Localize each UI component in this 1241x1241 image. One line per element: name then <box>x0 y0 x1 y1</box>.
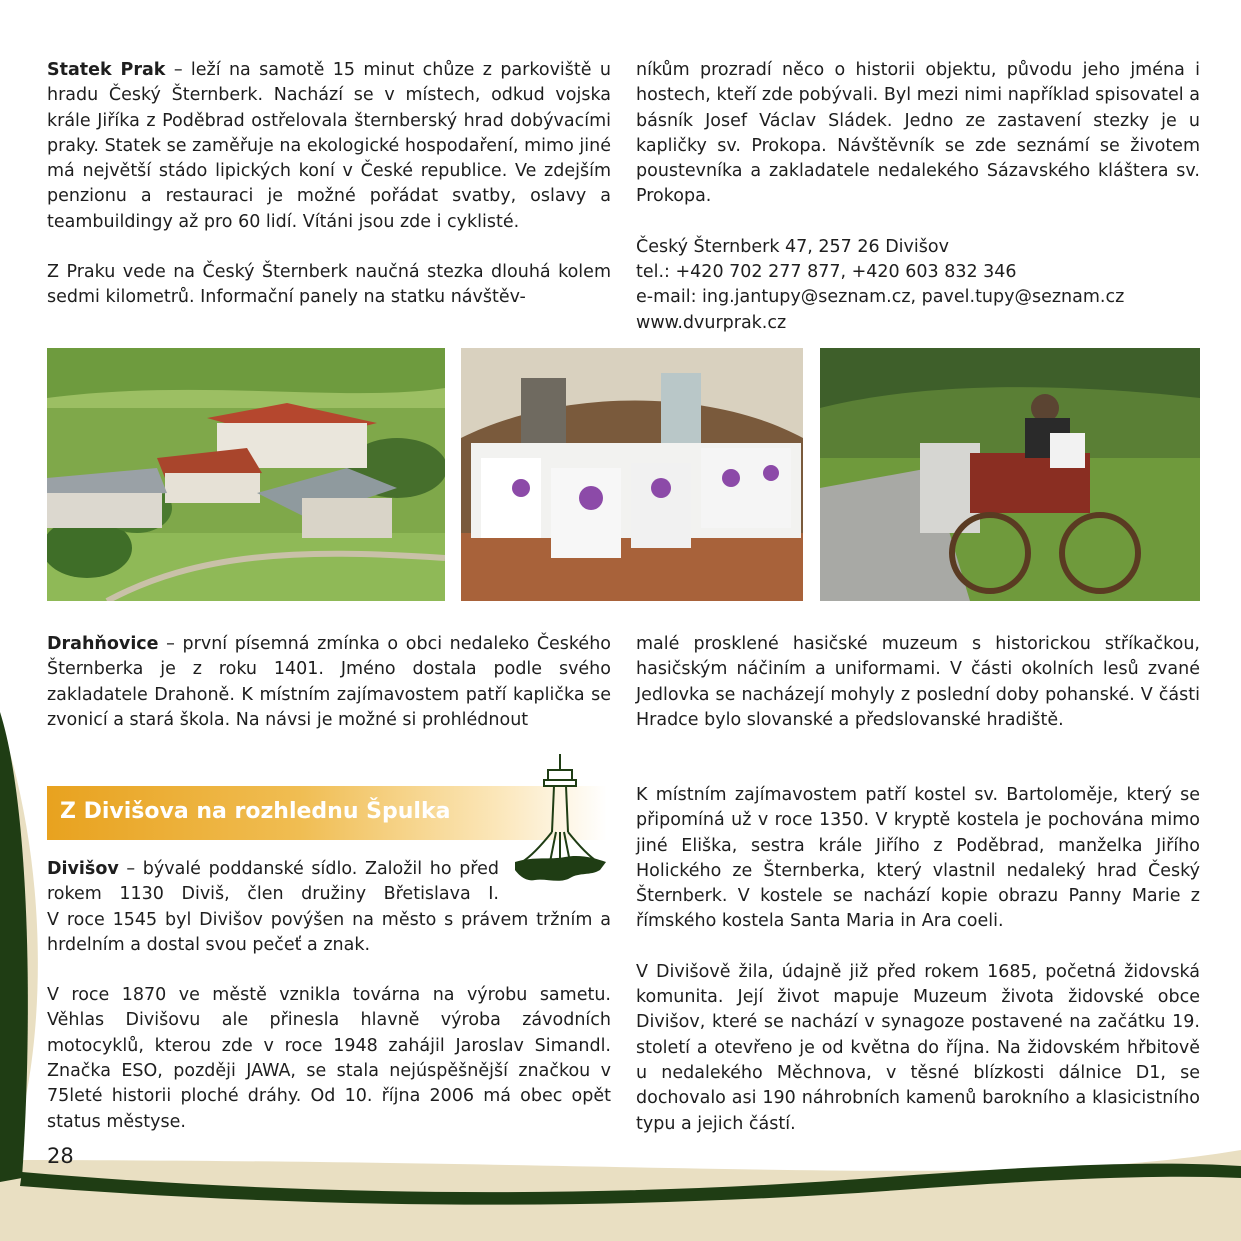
page-number: 28 <box>47 1144 74 1168</box>
divisov-name: Divišov <box>47 859 119 879</box>
divisov-intro-paragraph <box>47 857 611 958</box>
contact-email[interactable]: e-mail: ing.jantupy@seznam.cz, pavel.tupy@seznam.cz <box>636 287 1125 308</box>
statek-prak-text: – leží na samotě 15 minut chůze z parkoviště u hradu Český Šternberk. Nachází se v místech, odkud vojska krále Jiříka z Poděbrad ostřelovala šternberský hrad dobývacími praky. Statek se zaměřuje na ekologické hospodaření, mimo jiné má největší stádo lipických koní v České republice. Ve zdejším penzionu a restauraci je možné pořádat svatby, oslavy a teambuildingy až pro 60 lidí. Vítáni jsou zde i cyklisté. <box>47 60 611 232</box>
drahnovice-continuation-column <box>636 632 1200 733</box>
divisov-sights-column <box>636 783 1200 1137</box>
statek-prak-continuation-column <box>636 58 1200 336</box>
contact-address: Český Šternberk 47, 257 26 Divišov <box>636 236 949 257</box>
drahnovice-text-left: – první písemná zmínka o obci nedaleko Českého Šternberka je z roku 1401. Jméno dostala podle svého zakladatele Drahoně. K místním zajímavostem patří kaplička se zvonicí a stará škola. Na návsi je možné si prohlédnout <box>47 634 611 730</box>
nature-trail-paragraph: Z Praku vede na Český Šternberk naučná stezka dlouhá kolem sedmi kilometrů. Informační panely na statku návštěv- <box>47 262 611 308</box>
drahnovice-paragraph <box>47 632 611 733</box>
divisov-industry-paragraph: V roce 1870 ve městě vznikla továrna na výrobu sametu. Věhlas Divišovu ale přinesla hlavně výroba závodních motocyklů, kterou zde v roce 1948 zahájil Jaroslav Simandl. Značka ESO, později JAWA, se stala nejúspěšnější značkou v 75leté historii ploché dráhy. Od 10. října 2006 má obec opět status městyse. <box>47 985 611 1132</box>
drahnovice-continuation: malé prosklené hasičské muzeum s historickou stříkačkou, hasičským náčiním a uniformami. V části okolních lesů zvané Jedlovka se nacházejí mohyly z poslední doby pohanské. V části Hradce bylo slovanské a předslovanské hradiště. <box>636 634 1200 730</box>
section-title: Z Divišova na rozhlednu Špulka <box>60 799 451 824</box>
border-green-left <box>0 712 28 1182</box>
banquet-hall-photo <box>461 348 803 601</box>
statek-prak-column <box>47 58 611 311</box>
church-paragraph: K místním zajímavostem patří kostel sv. Bartoloměje, který se připomíná už v roce 1350. V kryptě kostela je pochována mimo jiné Eliška, sestra krále Jiřího z Poděbrad, manželka Jiřího Holického ze Šternberka, který vlastnil nedaleký hrad Český Šternberk. V kostele se nachází kopie obrazu Panny Marie z římského kostela Santa Maria in Ara coeli. <box>636 785 1200 932</box>
statek-prak-continuation: níkům prozradí něco o historii objektu, původu jeho jména i hostech, kteří zde pobývali. Byl mezi nimi například spisovatel a básník Josef Václav Sládek. Jedno ze zastavení stezky je u kapličky sv. Prokopa. Návštěvník se zde seznámí se životem poustevníka a zakladatele nedalekého Sázavského kláštera sv. Prokopa. <box>636 60 1200 207</box>
drahnovice-name: Drahňovice <box>47 634 159 654</box>
wedding-carriage-photo <box>820 348 1200 601</box>
contact-phone: tel.: +420 702 277 877, +420 603 832 346 <box>636 262 1017 283</box>
jewish-community-paragraph: V Divišově žila, údajně již před rokem 1685, početná židovská komunita. Její život mapuje Muzeum života židovské obce Divišov, které se nachází v synagoze postavené na začátku 19. století a otevřeno je od května do října. Na židovském hřbitově u nedalekého Měchnova, v těsné blízkosti dálnice D1, se dochovalo asi 190 náhrobních kamenů barokního a klasicistního typu a jejich částí. <box>636 961 1200 1134</box>
drahnovice-column <box>47 632 611 733</box>
contact-website[interactable]: www.dvurprak.cz <box>636 312 787 333</box>
contact-block <box>636 235 1200 336</box>
divisov-founding-text: – bývalé poddanské sídlo. Založil ho před rokem 1130 Diviš, člen družiny Břetislava I. <box>47 859 499 905</box>
statek-prak-paragraph <box>47 58 611 235</box>
statek-prak-name: Statek Prak <box>47 60 166 80</box>
farm-aerial-photo <box>47 348 445 601</box>
divisov-column <box>47 857 611 1135</box>
divisov-town-rights-text: V roce 1545 byl Divišov povýšen na město s právem tržním a hrdelním a dostal svou pečeť a znak. <box>47 909 611 955</box>
